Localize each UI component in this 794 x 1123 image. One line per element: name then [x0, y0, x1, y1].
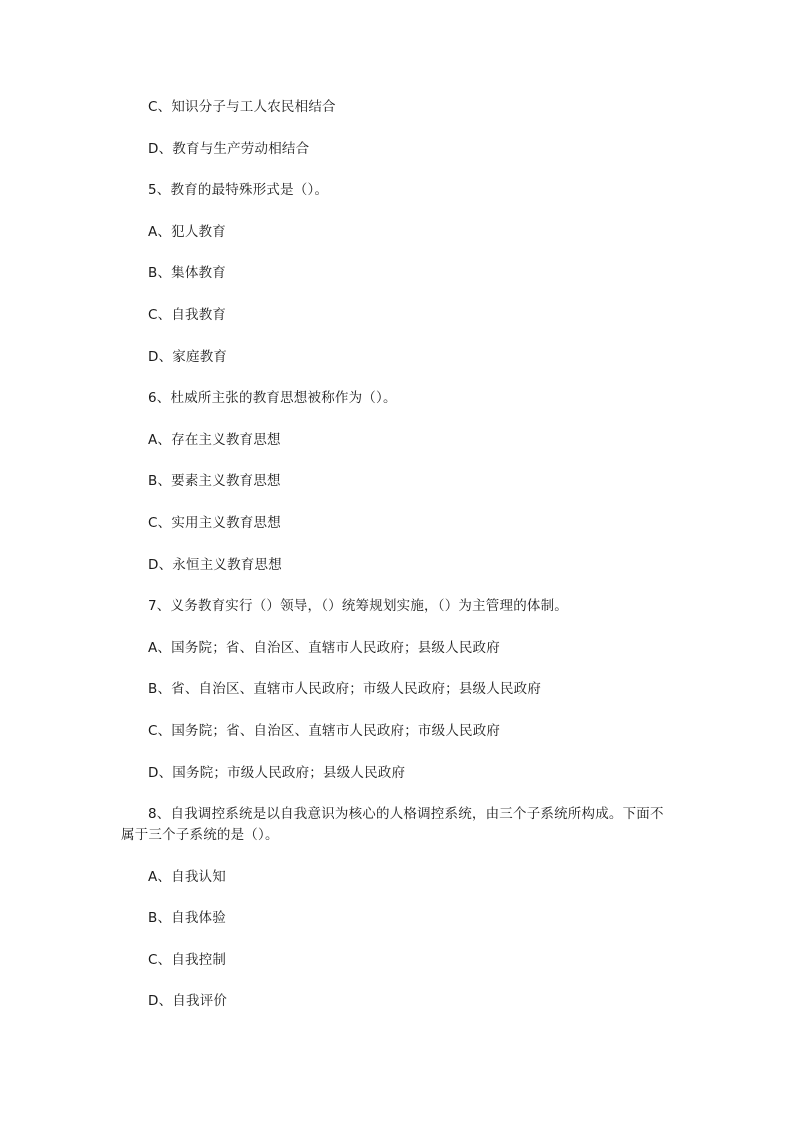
q5-option-b: B、集体教育: [148, 265, 226, 281]
q6-option-a: A、存在主义教育思想: [148, 432, 281, 448]
q7-option-d: D、国务院；市级人民政府；县级人民政府: [148, 765, 406, 781]
q7-option-c: C、国务院；省、自治区、直辖市人民政府；市级人民政府: [148, 723, 501, 739]
q4-option-d: D、教育与生产劳动相结合: [148, 141, 310, 157]
q6-option-d: D、永恒主义教育思想: [148, 557, 282, 573]
q6-option-c: C、实用主义教育思想: [148, 515, 281, 531]
q8-option-b: B、自我体验: [148, 910, 226, 926]
question-6: 6、杜威所主张的教育思想被称作为（）。: [148, 390, 397, 406]
q4-option-c: C、知识分子与工人农民相结合: [148, 99, 336, 115]
q8-option-d: D、自我评价: [148, 993, 228, 1009]
q5-option-a: A、犯人教育: [148, 224, 226, 240]
q5-option-c: C、自我教育: [148, 307, 227, 323]
question-5: 5、教育的最特殊形式是（）。: [148, 182, 329, 198]
q8-option-a: A、自我认知: [148, 869, 226, 885]
question-8: 8、自我调控系统是以自我意识为核心的人格调控系统，由三个子系统所构成。下面不属于三个子系统的是（）。: [121, 806, 664, 843]
question-7: 7、义务教育实行（）领导，（）统筹规划实施，（）为主管理的体制。: [148, 598, 568, 614]
q7-option-a: A、国务院；省、自治区、直辖市人民政府；县级人民政府: [148, 640, 500, 656]
q8-option-c: C、自我控制: [148, 952, 227, 968]
q5-option-d: D、家庭教育: [148, 349, 228, 365]
q6-option-b: B、要素主义教育思想: [148, 473, 281, 489]
q7-option-b: B、省、自治区、直辖市人民政府；市级人民政府；县级人民政府: [148, 681, 542, 697]
